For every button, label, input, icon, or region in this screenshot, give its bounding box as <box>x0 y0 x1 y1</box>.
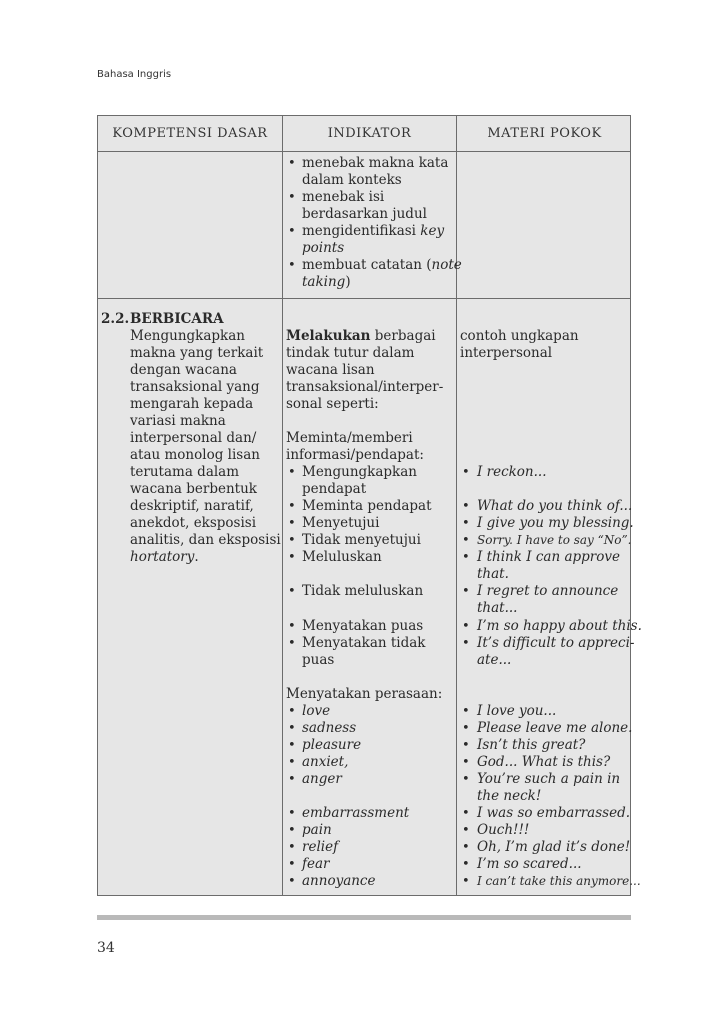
running-head: Bahasa Inggris <box>97 69 172 80</box>
expression-item: I was so embarrassed. <box>477 805 631 821</box>
expression-item: I’m so scared... <box>477 856 582 872</box>
indicator-text: membuat catatan (note <box>302 257 462 273</box>
expression-item: Please leave me alone. <box>477 720 633 736</box>
indicator-text: taking) <box>302 274 351 290</box>
bullet: • <box>288 840 296 855</box>
bullet: • <box>288 516 296 531</box>
indicator-text: tindak tutur dalam <box>286 345 415 361</box>
kd-text: Mengungkapkan <box>130 328 245 344</box>
kd-text: transaksional yang <box>130 379 260 395</box>
header-divider <box>98 151 630 152</box>
indicator-text: Menyatakan perasaan: <box>286 686 443 702</box>
column-divider <box>282 116 283 895</box>
bullet: • <box>288 619 296 634</box>
bullet: • <box>462 823 470 838</box>
kd-text: wacana berbentuk <box>130 481 257 497</box>
expression-item: that... <box>477 600 518 616</box>
column-divider <box>456 116 457 895</box>
bullet: • <box>288 857 296 872</box>
bullet: • <box>288 584 296 599</box>
expression-item: that. <box>477 566 509 582</box>
bullet: • <box>288 533 296 548</box>
indicator-text: menebak isi <box>302 189 385 205</box>
feeling-item: annoyance <box>302 873 376 889</box>
expression-item: I can’t take this anymore... <box>477 874 641 888</box>
indicator-text: informasi/pendapat: <box>286 447 424 463</box>
indicator-text: berdasarkan judul <box>302 206 427 222</box>
indicator-text: wacana lisan <box>286 362 375 378</box>
indicator-item: Meluluskan <box>302 549 382 565</box>
indicator-item: puas <box>302 652 335 668</box>
header-kompetensi-dasar: KOMPETENSI DASAR <box>112 126 268 141</box>
bullet: • <box>288 772 296 787</box>
expression-item: Oh, I’m glad it’s done! <box>477 839 631 855</box>
bullet: • <box>288 636 296 651</box>
bullet: • <box>288 550 296 565</box>
indicator-text: mengidentifikasi key <box>302 223 445 239</box>
expression-item: ate... <box>477 652 512 668</box>
expression-item: the neck! <box>477 788 542 804</box>
bullet: • <box>288 224 296 239</box>
expression-item: I love you... <box>477 703 557 719</box>
indicator-item: Menyatakan puas <box>302 618 424 634</box>
expression-item: I regret to announce <box>477 583 619 599</box>
indicator-intro: Melakukan berbagai <box>286 328 436 344</box>
feeling-item: anger <box>302 771 342 787</box>
header-indikator: INDIKATOR <box>327 126 412 141</box>
bullet: • <box>462 704 470 719</box>
bullet: • <box>288 190 296 205</box>
kd-text: makna yang terkait <box>130 345 264 361</box>
bullet: • <box>462 755 470 770</box>
indicator-text: dalam konteks <box>302 172 402 188</box>
expression-item: God... What is this? <box>477 754 611 770</box>
kd-text: anekdot, eksposisi <box>130 515 257 531</box>
indicator-item: Tidak menyetujui <box>302 532 421 548</box>
feeling-item: sadness <box>302 720 357 736</box>
indicator-text: menebak makna kata <box>302 155 449 171</box>
bullet: • <box>462 857 470 872</box>
bullet: • <box>288 258 296 273</box>
indicator-item: Meminta pendapat <box>302 498 432 514</box>
materi-text: interpersonal <box>460 345 553 361</box>
bullet: • <box>288 874 296 889</box>
row-divider <box>98 298 630 299</box>
bullet: • <box>462 619 470 634</box>
bullet: • <box>288 156 296 171</box>
bullet: • <box>462 584 470 599</box>
bullet: • <box>288 823 296 838</box>
bullet: • <box>462 840 470 855</box>
expression-item: It’s difficult to appreci- <box>477 635 635 651</box>
feeling-item: pain <box>302 822 332 838</box>
bullet: • <box>462 738 470 753</box>
kd-text: dengan wacana <box>130 362 237 378</box>
kd-text: hortatory. <box>130 549 199 565</box>
kd-title: BERBICARA <box>130 311 224 327</box>
indicator-text: transaksional/interper- <box>286 379 444 395</box>
kd-text: analitis, dan eksposisi <box>130 532 281 548</box>
feeling-item: love <box>302 703 331 719</box>
bullet: • <box>288 806 296 821</box>
feeling-item: relief <box>302 839 339 855</box>
bullet: • <box>462 806 470 821</box>
expression-item: Sorry. I have to say “No”. <box>477 533 632 547</box>
bullet: • <box>288 465 296 480</box>
feeling-item: anxiet, <box>302 754 349 770</box>
expression-item: I think I can approve <box>477 549 620 565</box>
kd-text: interpersonal dan/ <box>130 430 257 446</box>
expression-item: I’m so happy about this. <box>477 618 642 634</box>
kd-text: atau monolog lisan <box>130 447 260 463</box>
kd-text: mengarah kepada <box>130 396 254 412</box>
indicator-item: Menyetujui <box>302 515 380 531</box>
bullet: • <box>462 550 470 565</box>
feeling-item: pleasure <box>302 737 362 753</box>
header-materi-pokok: MATERI POKOK <box>487 126 602 141</box>
materi-text: contoh ungkapan <box>460 328 579 344</box>
kd-text: variasi makna <box>130 413 226 429</box>
expression-item: Ouch!!! <box>477 822 530 838</box>
expression-item: You’re such a pain in <box>477 771 621 787</box>
kd-number: 2.2. <box>101 311 130 327</box>
feeling-item: fear <box>302 856 330 872</box>
bullet: • <box>462 636 470 651</box>
kd-text: terutama dalam <box>130 464 240 480</box>
bullet: • <box>462 721 470 736</box>
footer-rule <box>97 915 631 920</box>
bullet: • <box>288 755 296 770</box>
bullet: • <box>288 738 296 753</box>
feeling-item: embarrassment <box>302 805 410 821</box>
indicator-item: Tidak meluluskan <box>302 583 424 599</box>
indicator-text: sonal seperti: <box>286 396 379 412</box>
bullet: • <box>462 533 470 548</box>
indicator-item: Mengungkapkan <box>302 464 417 480</box>
indicator-item: Menyatakan tidak <box>302 635 426 651</box>
indicator-text: Meminta/memberi <box>286 430 413 446</box>
expression-item: Isn’t this great? <box>477 737 586 753</box>
bullet: • <box>288 704 296 719</box>
page-number: 34 <box>97 940 115 956</box>
indicator-item: pendapat <box>302 481 367 497</box>
expression-item: What do you think of... <box>477 498 633 514</box>
bullet: • <box>462 499 470 514</box>
expression-item: I reckon... <box>477 464 547 480</box>
bullet: • <box>462 874 470 889</box>
bullet: • <box>462 465 470 480</box>
kd-text: deskriptif, naratif, <box>130 498 254 514</box>
bullet: • <box>462 772 470 787</box>
bullet: • <box>288 721 296 736</box>
indicator-text: points <box>302 240 345 256</box>
bullet: • <box>288 499 296 514</box>
bullet: • <box>462 516 470 531</box>
expression-item: I give you my blessing. <box>477 515 634 531</box>
